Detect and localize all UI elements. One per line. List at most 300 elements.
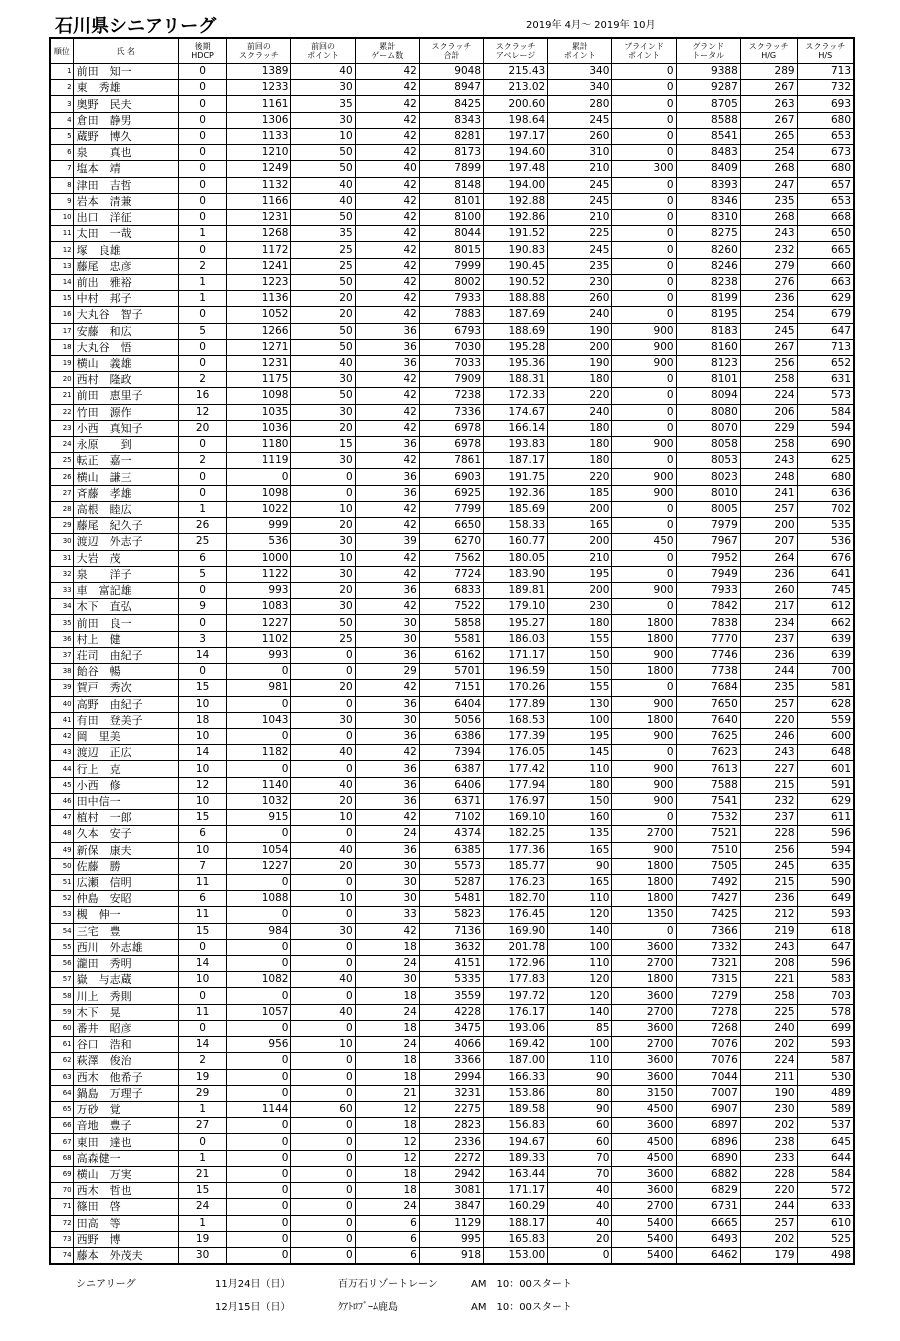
- cell-hdcp: 3: [178, 631, 226, 647]
- cell-hdcp: 6: [178, 826, 226, 842]
- cell-grand-total: 6493: [676, 1231, 740, 1247]
- cell-prev-points: 20: [291, 307, 355, 323]
- cell-games: 40: [355, 161, 419, 177]
- cell-high-series: 657: [797, 177, 854, 193]
- cell-scratch-total: 8425: [419, 96, 483, 112]
- cell-scratch-total: 6371: [419, 793, 483, 809]
- table-row: [50, 437, 854, 453]
- cell-name: 番井 昭彦: [73, 1020, 178, 1036]
- cell-high-series: 641: [797, 566, 854, 582]
- cell-blind-points: 0: [612, 128, 676, 144]
- cell-name: 広瀬 信明: [73, 874, 178, 890]
- cell-name: 三宅 豊: [73, 923, 178, 939]
- cell-points: 0: [548, 1247, 612, 1264]
- cell-prev-scratch: 0: [227, 956, 291, 972]
- cell-high-series: 635: [797, 858, 854, 874]
- cell-hdcp: 0: [178, 339, 226, 355]
- cell-high-series: 699: [797, 1020, 854, 1036]
- cell-scratch-average: 153.00: [484, 1247, 548, 1264]
- cell-grand-total: 6890: [676, 1150, 740, 1166]
- cell-blind-points: 0: [612, 745, 676, 761]
- cell-games: 6: [355, 1215, 419, 1231]
- cell-points: 185: [548, 485, 612, 501]
- cell-prev-points: 50: [291, 161, 355, 177]
- cell-prev-points: 30: [291, 372, 355, 388]
- table-row: [50, 1166, 854, 1182]
- table-row: [50, 339, 854, 355]
- cell-scratch-average: 193.83: [484, 437, 548, 453]
- cell-prev-scratch: 1043: [227, 712, 291, 728]
- cell-scratch-total: 7336: [419, 404, 483, 420]
- cell-scratch-total: 7522: [419, 599, 483, 615]
- cell-high-game: 244: [740, 664, 797, 680]
- cell-rank: 1: [50, 64, 73, 80]
- cell-prev-points: 40: [291, 842, 355, 858]
- cell-hdcp: 0: [178, 80, 226, 96]
- cell-high-game: 217: [740, 599, 797, 615]
- cell-hdcp: 12: [178, 777, 226, 793]
- cell-scratch-average: 160.77: [484, 534, 548, 550]
- cell-name: 篠田 啓: [73, 1199, 178, 1215]
- cell-name: 高野 由紀子: [73, 696, 178, 712]
- cell-grand-total: 8246: [676, 258, 740, 274]
- cell-hdcp: 0: [178, 161, 226, 177]
- table-row: [50, 907, 854, 923]
- cell-name: 東 秀雄: [73, 80, 178, 96]
- cell-points: 180: [548, 615, 612, 631]
- cell-blind-points: 2700: [612, 826, 676, 842]
- cell-blind-points: 300: [612, 161, 676, 177]
- cell-blind-points: 0: [612, 258, 676, 274]
- cell-blind-points: 0: [612, 566, 676, 582]
- cell-prev-scratch: 0: [227, 1247, 291, 1264]
- cell-high-series: 639: [797, 631, 854, 647]
- cell-blind-points: 0: [612, 501, 676, 517]
- cell-points: 195: [548, 566, 612, 582]
- cell-rank: 34: [50, 599, 73, 615]
- cell-grand-total: 7076: [676, 1053, 740, 1069]
- cell-rank: 32: [50, 566, 73, 582]
- table-row: [50, 420, 854, 436]
- cell-high-game: 245: [740, 858, 797, 874]
- cell-high-series: 612: [797, 599, 854, 615]
- cell-scratch-average: 200.60: [484, 96, 548, 112]
- cell-high-series: 703: [797, 988, 854, 1004]
- table-row: [50, 810, 854, 826]
- cell-rank: 66: [50, 1118, 73, 1134]
- cell-scratch-average: 213.02: [484, 80, 548, 96]
- cell-name: 西木 哲也: [73, 1183, 178, 1199]
- cell-hdcp: 24: [178, 1199, 226, 1215]
- cell-hdcp: 0: [178, 355, 226, 371]
- cell-scratch-total: 7933: [419, 291, 483, 307]
- schedule-row: [0, 1298, 900, 1312]
- cell-points: 200: [548, 583, 612, 599]
- cell-high-series: 648: [797, 745, 854, 761]
- table-row: [50, 988, 854, 1004]
- cell-scratch-average: 201.78: [484, 939, 548, 955]
- cell-prev-scratch: 0: [227, 1118, 291, 1134]
- cell-scratch-average: 192.86: [484, 209, 548, 225]
- cell-points: 70: [548, 1166, 612, 1182]
- table-row: [50, 518, 854, 534]
- cell-scratch-total: 5823: [419, 907, 483, 923]
- cell-prev-points: 50: [291, 388, 355, 404]
- cell-high-series: 536: [797, 534, 854, 550]
- cell-scratch-average: 197.72: [484, 988, 548, 1004]
- cell-blind-points: 4500: [612, 1134, 676, 1150]
- cell-rank: 38: [50, 664, 73, 680]
- cell-scratch-average: 194.00: [484, 177, 548, 193]
- cell-scratch-total: 7883: [419, 307, 483, 323]
- cell-high-series: 498: [797, 1247, 854, 1264]
- cell-prev-scratch: 0: [227, 826, 291, 842]
- cell-games: 36: [355, 355, 419, 371]
- cell-games: 18: [355, 988, 419, 1004]
- cell-blind-points: 0: [612, 193, 676, 209]
- cell-games: 21: [355, 1085, 419, 1101]
- cell-high-series: 680: [797, 161, 854, 177]
- table-row: [50, 388, 854, 404]
- cell-high-game: 248: [740, 469, 797, 485]
- cell-blind-points: 900: [612, 647, 676, 663]
- cell-grand-total: 7952: [676, 550, 740, 566]
- cell-prev-points: 30: [291, 566, 355, 582]
- table-row: [50, 64, 854, 80]
- cell-name: 中村 邦子: [73, 291, 178, 307]
- cell-blind-points: 900: [612, 842, 676, 858]
- cell-prev-points: 40: [291, 355, 355, 371]
- cell-high-series: 702: [797, 501, 854, 517]
- cell-rank: 60: [50, 1020, 73, 1036]
- cell-high-game: 228: [740, 826, 797, 842]
- cell-rank: 28: [50, 501, 73, 517]
- cell-points: 180: [548, 453, 612, 469]
- cell-high-series: 610: [797, 1215, 854, 1231]
- cell-high-series: 600: [797, 728, 854, 744]
- cell-games: 42: [355, 680, 419, 696]
- cell-games: 36: [355, 728, 419, 744]
- cell-prev-scratch: 0: [227, 664, 291, 680]
- cell-rank: 69: [50, 1166, 73, 1182]
- cell-scratch-total: 7151: [419, 680, 483, 696]
- cell-prev-points: 0: [291, 1118, 355, 1134]
- cell-points: 200: [548, 501, 612, 517]
- schedule-date: 12月15日（日）: [215, 1302, 291, 1313]
- cell-scratch-total: 5056: [419, 712, 483, 728]
- cell-hdcp: 20: [178, 420, 226, 436]
- cell-rank: 56: [50, 956, 73, 972]
- cell-scratch-total: 8173: [419, 145, 483, 161]
- cell-rank: 40: [50, 696, 73, 712]
- cell-high-game: 236: [740, 566, 797, 582]
- cell-prev-scratch: 956: [227, 1037, 291, 1053]
- cell-high-series: 593: [797, 1037, 854, 1053]
- cell-blind-points: 0: [612, 388, 676, 404]
- cell-points: 140: [548, 923, 612, 939]
- cell-blind-points: 0: [612, 64, 676, 80]
- table-row: [50, 193, 854, 209]
- table-row: [50, 112, 854, 128]
- cell-high-series: 665: [797, 242, 854, 258]
- cell-prev-points: 10: [291, 550, 355, 566]
- cell-prev-scratch: 1102: [227, 631, 291, 647]
- cell-grand-total: 7770: [676, 631, 740, 647]
- cell-hdcp: 11: [178, 907, 226, 923]
- table-row: [50, 956, 854, 972]
- cell-points: 220: [548, 469, 612, 485]
- cell-high-series: 584: [797, 404, 854, 420]
- cell-high-game: 240: [740, 1020, 797, 1036]
- cell-prev-points: 0: [291, 988, 355, 1004]
- cell-scratch-total: 2994: [419, 1069, 483, 1085]
- cell-scratch-average: 187.17: [484, 453, 548, 469]
- cell-games: 42: [355, 291, 419, 307]
- table-row: [50, 242, 854, 258]
- cell-high-series: 589: [797, 1102, 854, 1118]
- cell-prev-points: 50: [291, 209, 355, 225]
- cell-scratch-total: 3081: [419, 1183, 483, 1199]
- cell-high-game: 179: [740, 1247, 797, 1264]
- ranking-table: [49, 37, 855, 1265]
- cell-points: 90: [548, 1102, 612, 1118]
- cell-prev-points: 50: [291, 145, 355, 161]
- cell-prev-points: 40: [291, 745, 355, 761]
- cell-high-game: 215: [740, 874, 797, 890]
- cell-prev-points: 30: [291, 712, 355, 728]
- cell-blind-points: 900: [612, 728, 676, 744]
- cell-points: 90: [548, 858, 612, 874]
- cell-name: 倉田 静男: [73, 112, 178, 128]
- cell-rank: 70: [50, 1183, 73, 1199]
- cell-prev-scratch: 1098: [227, 388, 291, 404]
- cell-hdcp: 1: [178, 1215, 226, 1231]
- cell-high-game: 243: [740, 226, 797, 242]
- cell-high-game: 215: [740, 777, 797, 793]
- cell-points: 220: [548, 388, 612, 404]
- cell-games: 42: [355, 307, 419, 323]
- cell-blind-points: 1800: [612, 712, 676, 728]
- cell-grand-total: 8058: [676, 437, 740, 453]
- cell-rank: 22: [50, 404, 73, 420]
- cell-high-game: 258: [740, 988, 797, 1004]
- table-row: [50, 696, 854, 712]
- cell-high-series: 572: [797, 1183, 854, 1199]
- cell-hdcp: 30: [178, 1247, 226, 1264]
- cell-rank: 7: [50, 161, 73, 177]
- table-row: [50, 923, 854, 939]
- cell-prev-scratch: 1035: [227, 404, 291, 420]
- cell-points: 165: [548, 518, 612, 534]
- table-row: [50, 453, 854, 469]
- cell-hdcp: 25: [178, 534, 226, 550]
- cell-rank: 14: [50, 274, 73, 290]
- table-row: [50, 1053, 854, 1069]
- cell-prev-scratch: 1182: [227, 745, 291, 761]
- cell-blind-points: 900: [612, 485, 676, 501]
- cell-rank: 36: [50, 631, 73, 647]
- cell-rank: 10: [50, 209, 73, 225]
- cell-grand-total: 7625: [676, 728, 740, 744]
- table-row: [50, 858, 854, 874]
- cell-rank: 62: [50, 1053, 73, 1069]
- cell-games: 6: [355, 1247, 419, 1264]
- cell-high-series: 663: [797, 274, 854, 290]
- cell-prev-scratch: 1132: [227, 177, 291, 193]
- cell-points: 160: [548, 810, 612, 826]
- cell-rank: 26: [50, 469, 73, 485]
- cell-name: 新保 康夫: [73, 842, 178, 858]
- cell-grand-total: 7967: [676, 534, 740, 550]
- cell-scratch-average: 166.14: [484, 420, 548, 436]
- cell-points: 225: [548, 226, 612, 242]
- cell-prev-points: 50: [291, 615, 355, 631]
- cell-blind-points: 900: [612, 793, 676, 809]
- cell-hdcp: 10: [178, 728, 226, 744]
- cell-scratch-average: 171.17: [484, 647, 548, 663]
- cell-name: 西川 外志雄: [73, 939, 178, 955]
- cell-name: 出口 洋征: [73, 209, 178, 225]
- cell-blind-points: 900: [612, 696, 676, 712]
- cell-hdcp: 10: [178, 761, 226, 777]
- cell-name: 木下 直弘: [73, 599, 178, 615]
- cell-hdcp: 10: [178, 696, 226, 712]
- cell-grand-total: 8101: [676, 372, 740, 388]
- cell-points: 40: [548, 1199, 612, 1215]
- cell-prev-scratch: 1271: [227, 339, 291, 355]
- cell-points: 245: [548, 193, 612, 209]
- cell-prev-scratch: 1231: [227, 209, 291, 225]
- cell-scratch-total: 3847: [419, 1199, 483, 1215]
- cell-grand-total: 8010: [676, 485, 740, 501]
- cell-points: 245: [548, 112, 612, 128]
- cell-blind-points: 0: [612, 599, 676, 615]
- cell-rank: 16: [50, 307, 73, 323]
- cell-scratch-average: 168.53: [484, 712, 548, 728]
- cell-high-series: 591: [797, 777, 854, 793]
- cell-name: 藤本 外茂夫: [73, 1247, 178, 1264]
- cell-scratch-total: 8044: [419, 226, 483, 242]
- cell-scratch-total: 8281: [419, 128, 483, 144]
- cell-scratch-total: 6385: [419, 842, 483, 858]
- cell-rank: 11: [50, 226, 73, 242]
- column-header-hdcp: 後期 HDCP: [178, 38, 226, 64]
- cell-points: 60: [548, 1118, 612, 1134]
- cell-scratch-total: 7562: [419, 550, 483, 566]
- cell-hdcp: 15: [178, 1183, 226, 1199]
- cell-high-series: 644: [797, 1150, 854, 1166]
- cell-blind-points: 900: [612, 339, 676, 355]
- cell-prev-points: 0: [291, 939, 355, 955]
- cell-games: 42: [355, 96, 419, 112]
- cell-rank: 67: [50, 1134, 73, 1150]
- cell-blind-points: 0: [612, 550, 676, 566]
- cell-name: 斉藤 孝雄: [73, 485, 178, 501]
- cell-scratch-average: 182.25: [484, 826, 548, 842]
- cell-scratch-average: 190.83: [484, 242, 548, 258]
- cell-scratch-average: 215.43: [484, 64, 548, 80]
- cell-games: 42: [355, 518, 419, 534]
- cell-grand-total: 8094: [676, 388, 740, 404]
- cell-grand-total: 7492: [676, 874, 740, 890]
- cell-hdcp: 1: [178, 501, 226, 517]
- cell-rank: 50: [50, 858, 73, 874]
- cell-blind-points: 0: [612, 226, 676, 242]
- cell-scratch-total: 7136: [419, 923, 483, 939]
- cell-prev-scratch: 0: [227, 1215, 291, 1231]
- cell-points: 140: [548, 1004, 612, 1020]
- cell-points: 200: [548, 339, 612, 355]
- table-row: [50, 274, 854, 290]
- cell-high-game: 268: [740, 209, 797, 225]
- cell-games: 42: [355, 209, 419, 225]
- cell-high-series: 587: [797, 1053, 854, 1069]
- cell-high-series: 629: [797, 793, 854, 809]
- cell-rank: 8: [50, 177, 73, 193]
- cell-prev-scratch: 993: [227, 583, 291, 599]
- cell-prev-points: 30: [291, 534, 355, 550]
- cell-scratch-average: 189.33: [484, 1150, 548, 1166]
- column-header-games: 累計 ゲーム数: [355, 38, 419, 64]
- cell-rank: 20: [50, 372, 73, 388]
- cell-grand-total: 7268: [676, 1020, 740, 1036]
- cell-games: 18: [355, 1069, 419, 1085]
- cell-scratch-average: 172.96: [484, 956, 548, 972]
- cell-prev-points: 0: [291, 1199, 355, 1215]
- cell-grand-total: 7366: [676, 923, 740, 939]
- cell-rank: 57: [50, 972, 73, 988]
- cell-prev-scratch: 0: [227, 696, 291, 712]
- cell-prev-scratch: 0: [227, 1053, 291, 1069]
- cell-grand-total: 6896: [676, 1134, 740, 1150]
- cell-high-series: 693: [797, 96, 854, 112]
- cell-blind-points: 0: [612, 518, 676, 534]
- cell-name: 木下 晃: [73, 1004, 178, 1020]
- cell-high-game: 202: [740, 1231, 797, 1247]
- cell-scratch-total: 2823: [419, 1118, 483, 1134]
- cell-rank: 48: [50, 826, 73, 842]
- table-header-row: [50, 38, 854, 64]
- cell-scratch-total: 3632: [419, 939, 483, 955]
- cell-games: 42: [355, 404, 419, 420]
- cell-games: 36: [355, 485, 419, 501]
- cell-high-series: 596: [797, 826, 854, 842]
- cell-name: 田高 等: [73, 1215, 178, 1231]
- cell-scratch-total: 7030: [419, 339, 483, 355]
- cell-scratch-average: 163.44: [484, 1166, 548, 1182]
- cell-prev-points: 40: [291, 1004, 355, 1020]
- cell-blind-points: 1800: [612, 874, 676, 890]
- cell-hdcp: 15: [178, 923, 226, 939]
- cell-prev-scratch: 0: [227, 1231, 291, 1247]
- cell-high-series: 578: [797, 1004, 854, 1020]
- table-row: [50, 1020, 854, 1036]
- cell-high-game: 237: [740, 810, 797, 826]
- cell-name: 萩澤 俊治: [73, 1053, 178, 1069]
- cell-name: 荘司 由紀子: [73, 647, 178, 663]
- cell-high-game: 212: [740, 907, 797, 923]
- cell-blind-points: 0: [612, 274, 676, 290]
- cell-grand-total: 8183: [676, 323, 740, 339]
- cell-grand-total: 7746: [676, 647, 740, 663]
- cell-scratch-total: 5858: [419, 615, 483, 631]
- cell-name: 植村 一郎: [73, 810, 178, 826]
- cell-high-game: 254: [740, 307, 797, 323]
- cell-scratch-total: 6650: [419, 518, 483, 534]
- cell-blind-points: 3150: [612, 1085, 676, 1101]
- cell-prev-points: 25: [291, 258, 355, 274]
- cell-high-game: 202: [740, 1118, 797, 1134]
